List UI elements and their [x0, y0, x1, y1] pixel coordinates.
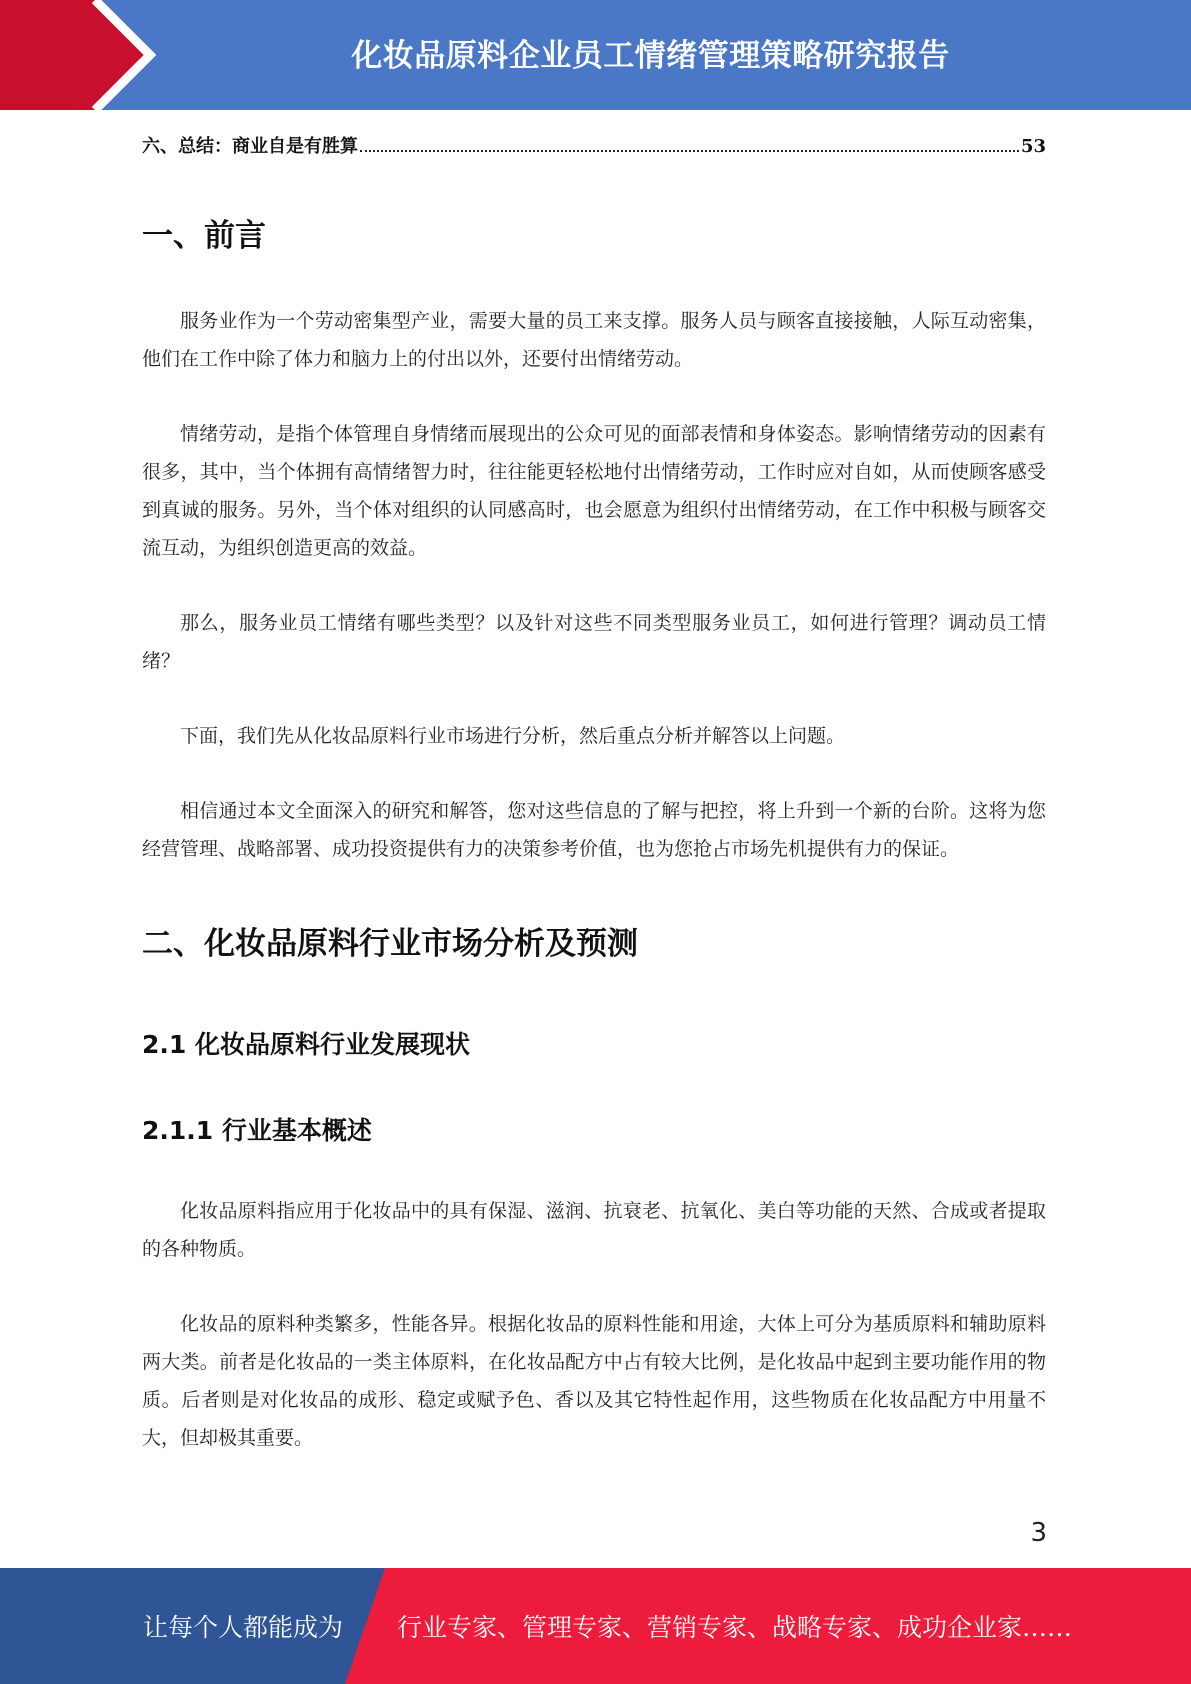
footer-slogan-right: 行业专家、管理专家、营销专家、战略专家、成功企业家……: [397, 1613, 1073, 1642]
header-red-chevron: [0, 0, 150, 110]
toc-entry-label: 六、总结：商业自是有胜算: [142, 136, 358, 157]
footer-banner: [0, 1568, 1191, 1684]
paragraph: 下面，我们先从化妆品原料行业市场进行分析，然后重点分析并解答以上问题。: [180, 725, 846, 747]
paragraph: 服务业作为一个劳动密集型产业，需要大量的员工来支撑。服务人员与顾客直接接触，人际互动密集，他们在工作中除了体力和脑力上的付出以外，还要付出情绪劳动。: [142, 310, 1046, 370]
report-header: [0, 0, 1191, 110]
subsection-heading-2-1-1: 2.1.1 行业基本概述: [142, 1116, 372, 1145]
paragraph: 相信通过本文全面深入的研究和解答，您对这些信息的了解与把控，将上升到一个新的台阶。这将为您经营管理、战略部署、成功投资提供有力的决策参考价值，也为您抢占市场先机提供有力的保证。: [142, 800, 1046, 860]
page-content: [142, 110, 1046, 1457]
section-heading-market-analysis: 二、化妆品原料行业市场分析及预测: [142, 926, 638, 962]
paragraph: 化妆品的原料种类繁多，性能各异。根据化妆品的原料性能和用途，大体上可分为基质原料和辅助原料两大类。前者是化妆品的一类主体原料，在化妆品配方中占有较大比例，是化妆品中起到主要功能作用的物质。后者则是对化妆品的成形、稳定或赋予色、香以及其它特性起作用，这些物质在化妆品配方中用量不大，但却极其重要。: [142, 1313, 1046, 1449]
paragraph: 那么，服务业员工情绪有哪些类型？以及针对这些不同类型服务业员工，如何进行管理？调动员工情绪？: [142, 612, 1046, 672]
paragraph: 化妆品原料指应用于化妆品中的具有保湿、滋润、抗衰老、抗氧化、美白等功能的天然、合成或者提取的各种物质。: [142, 1200, 1046, 1260]
report-title: 化妆品原料企业员工情绪管理策略研究报告: [351, 38, 950, 74]
toc-entry[interactable]: [142, 132, 1046, 158]
section-heading-preface: 一、前言: [142, 218, 266, 254]
paragraph: 情绪劳动，是指个体管理自身情绪而展现出的公众可见的面部表情和身体姿态。影响情绪劳动的因素有很多，其中，当个体拥有高情绪智力时，往往能更轻松地付出情绪劳动，工作时应对自如，从而使顾客感受到真诚的服务。另外，当个体对组织的认同感高时，也会愿意为组织付出情绪劳动，在工作中积极与顾客交流互动，为组织创造更高的效益。: [142, 423, 1046, 559]
toc-leader-dots: [360, 150, 1019, 152]
subsection-heading-2-1: 2.1 化妆品原料行业发展现状: [142, 1030, 470, 1059]
footer-slogan-left: 让每个人都能成为: [143, 1613, 344, 1642]
page-number: 3: [1030, 1518, 1047, 1548]
toc-entry-page: 53: [1020, 136, 1046, 157]
preface-body: [142, 302, 1046, 868]
overview-body: [142, 1192, 1046, 1457]
